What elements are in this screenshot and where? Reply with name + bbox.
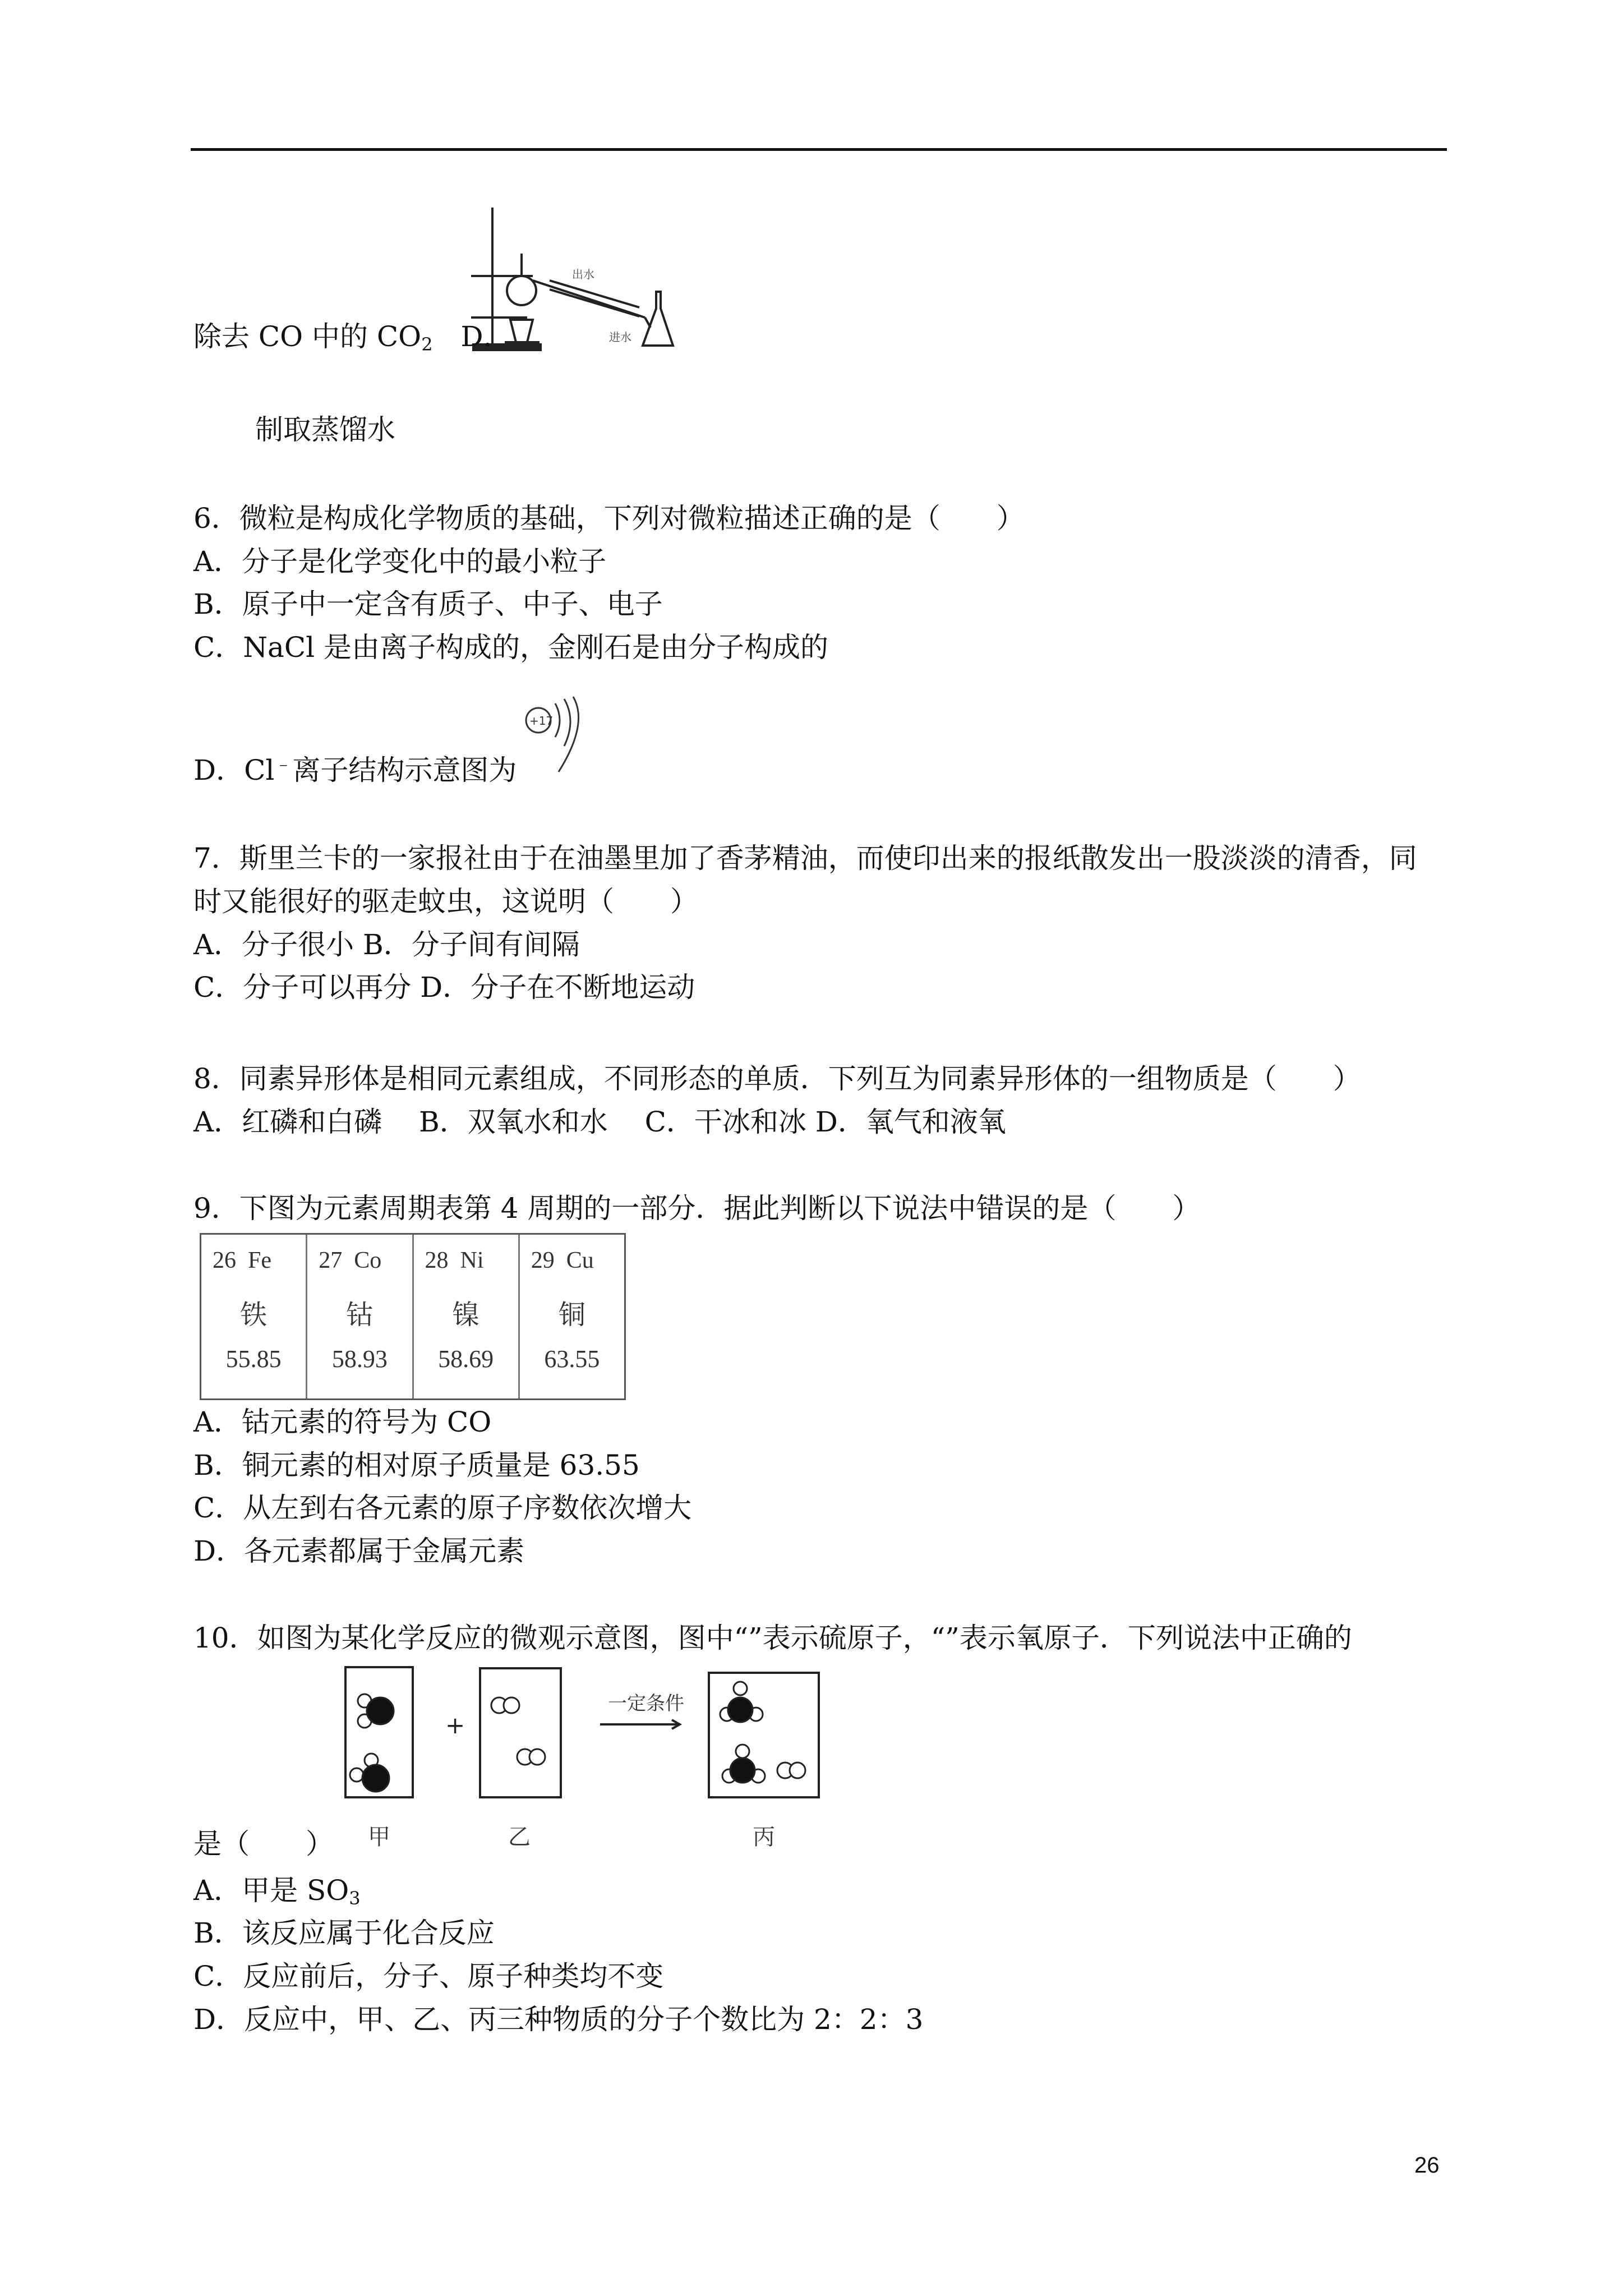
- q7-options-cd: C．分子可以再分 D．分子在不断地运动: [193, 971, 695, 1004]
- water-out-label: 出水: [572, 268, 594, 281]
- q7-stem-line2: 时又能很好的驱走蚊虫，这说明（ ）: [193, 885, 698, 918]
- q6-option-a: A．分子是化学变化中的最小粒子: [193, 545, 607, 578]
- element-cell-ni: 28 Ni 镍 58.69: [414, 1235, 520, 1398]
- q9-option-d: D．各元素都属于金属元素: [193, 1535, 525, 1567]
- q5-option-d-caption: 制取蒸馏水: [255, 413, 395, 446]
- q6-stem: 6．微粒是构成化学物质的基础，下列对微粒描述正确的是（ ）: [193, 502, 1025, 535]
- label-jia: 甲: [368, 1824, 390, 1850]
- q10-option-a: A．甲是 $SO_3$: [193, 1874, 361, 1909]
- label-yi: 乙: [508, 1824, 531, 1850]
- q10-option-c: C．反应前后，分子、原子种类均不变: [193, 1960, 664, 1993]
- page-number: 26: [1414, 2153, 1440, 2178]
- header-rule: [191, 148, 1447, 151]
- q8-stem: 8．同素异形体是相同元素组成，不同形态的单质．下列互为同素异形体的一组物质是（ ）: [193, 1062, 1361, 1095]
- q9-option-b: B．铜元素的相对原子质量是 63.55: [193, 1449, 640, 1481]
- q10-option-b: B．该反应属于化合反应: [193, 1917, 495, 1949]
- q6-option-d: D．Cl﹣离子结构示意图为: [193, 753, 517, 786]
- q9-stem: 9．下图为元素周期表第 4 周期的一部分．据此判断以下说法中错误的是（ ）: [193, 1192, 1201, 1225]
- q10-stem: 10．如图为某化学反应的微观示意图，图中“”表示硫原子，“”表示氧原子．下列说法中正确的: [193, 1622, 1352, 1654]
- periodic-table-fragment: [200, 1233, 626, 1400]
- q9-option-a: A．钴元素的符号为 CO: [193, 1406, 492, 1438]
- reaction-micro-diagram: [336, 1666, 1066, 1857]
- q6-option-b: B．原子中一定含有质子、中子、电子: [193, 588, 663, 620]
- nucleus-charge-label: +17: [529, 714, 554, 728]
- element-cell-fe: 26 Fe 铁 55.85: [201, 1235, 307, 1398]
- chloride-ion-diagram: [516, 696, 589, 774]
- q5-option-c-tail: 除去 CO 中的 $CO_2$ D．: [193, 320, 511, 355]
- q10-option-d: D．反应中，甲、乙、丙三种物质的分子个数比为 2：2：3: [193, 2003, 924, 2036]
- q10-stem-end: 是（ ）: [193, 1828, 334, 1860]
- water-in-label: 进水: [609, 330, 631, 344]
- label-bing: 丙: [753, 1824, 775, 1850]
- reaction-condition-label: 一定条件: [608, 1692, 684, 1715]
- element-cell-co: 27 Co 钴 58.93: [307, 1235, 413, 1398]
- element-cell-cu: 29 Cu 铜 63.55: [531, 1248, 600, 1373]
- q6-option-c: C．NaCl 是由离子构成的，金刚石是由分子构成的: [193, 631, 828, 664]
- q9-option-c: C．从左到右各元素的原子序数依次增大: [193, 1492, 692, 1524]
- q8-options: A．红磷和白磷 B．双氧水和水 C．干冰和冰 D．氧气和液氧: [193, 1106, 1006, 1138]
- q7-stem-line1: 7．斯里兰卡的一家报社由于在油墨里加了香茅精油，而使印出来的报纸散发出一股淡淡的清香，同: [193, 842, 1417, 875]
- plus-sign: +: [445, 1711, 465, 1739]
- q7-options-ab: A．分子很小 B．分子间有间隔: [193, 928, 580, 961]
